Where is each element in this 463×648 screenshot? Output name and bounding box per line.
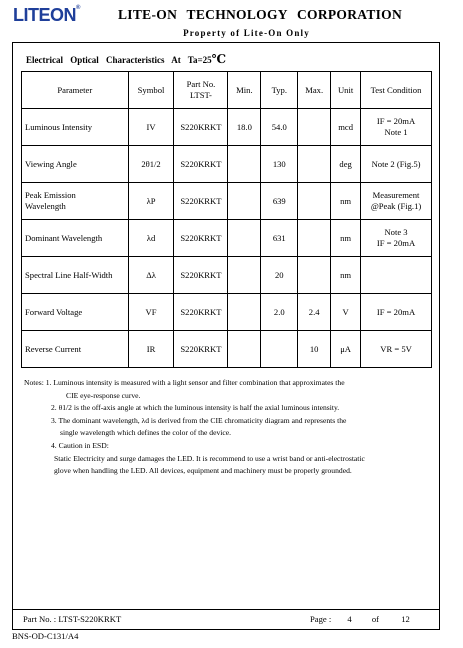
cell-unit: μA [331,331,361,368]
liteon-logo [13,5,80,26]
cell-test: Note 2 (Fig.5) [361,146,432,183]
cell-test: Note 3 IF = 20mA [361,220,432,257]
characteristics-table [21,71,432,368]
cell-min [228,331,261,368]
cell-test: Measurement @Peak (Fig.1) [361,183,432,220]
cell-max [298,109,331,146]
cell-symbol: λd [128,220,174,257]
cell-max [298,146,331,183]
table-header-row [22,72,432,109]
cell-unit: nm [331,220,361,257]
table-row [22,331,432,368]
table-row [22,294,432,331]
cell-symbol: λP [128,183,174,220]
cell-unit: mcd [331,109,361,146]
cell-typ: 54.0 [261,109,298,146]
cell-typ: 130 [261,146,298,183]
header-part-no-line2: LTST- [190,90,212,100]
cell-max [298,183,331,220]
note-line: single wavelength which defines the color of the device. [60,428,232,438]
cell-test: IF = 20mA Note 1 [361,109,432,146]
cell-symbol: IR [128,331,174,368]
cell-parameter: Dominant Wavelength [22,220,129,257]
cell-min [228,183,261,220]
cell-parameter: Reverse Current [22,331,129,368]
footer-part-number: Part No. : LTST-S220KRKT [23,614,122,624]
footer-divider [13,609,439,610]
header-min: Min. [228,72,261,109]
cell-test: IF = 20mA [361,294,432,331]
cell-max [298,257,331,294]
document-frame [12,42,440,630]
footer-page-info [310,614,410,624]
cell-parameter: Viewing Angle [22,146,129,183]
section-title-text: Electrical Optical Characteristics At Ta=25 [26,55,212,65]
header-parameter: Parameter [22,72,129,109]
table-row [22,146,432,183]
page-total: 12 [401,614,410,624]
page-label: Page : [310,614,332,624]
header-part-no [174,72,228,109]
cell-max: 2.4 [298,294,331,331]
header-symbol: Symbol [128,72,174,109]
cell-part: S220KRKT [174,257,228,294]
logo-text: LITEON [13,5,76,25]
cell-part: S220KRKT [174,183,228,220]
cell-min [228,294,261,331]
of-label: of [371,614,380,624]
cell-max [298,220,331,257]
cell-part: S220KRKT [174,146,228,183]
cell-part: S220KRKT [174,331,228,368]
cell-typ: 639 [261,183,298,220]
cell-parameter: Peak Emission Wavelength [22,183,129,220]
cell-symbol: 2θ1/2 [128,146,174,183]
document-code: BNS-OD-C131/A4 [12,631,79,641]
cell-max: 10 [298,331,331,368]
company-name: LITE-ON TECHNOLOGY CORPORATION [118,7,403,22]
cell-unit: nm [331,183,361,220]
cell-part: S220KRKT [174,109,228,146]
cell-symbol: IV [128,109,174,146]
header-typ: Typ. [261,72,298,109]
cell-part: S220KRKT [174,220,228,257]
cell-typ: 631 [261,220,298,257]
table-row [22,257,432,294]
cell-typ: 20 [261,257,298,294]
cell-symbol: VF [128,294,174,331]
table-row [22,183,432,220]
header-test-condition: Test Condition [361,72,432,109]
section-title [26,52,226,67]
property-notice: Property of Lite-On Only [183,28,310,38]
cell-min [228,257,261,294]
note-line: glove when handling the LED. All devices, equipment and machinery must be properly grounded. [54,466,352,476]
cell-min: 18.0 [228,109,261,146]
cell-test [361,257,432,294]
header-part-no-line1: Part No. [186,79,216,90]
cell-min [228,220,261,257]
table-row [22,220,432,257]
table-row [22,109,432,146]
cell-unit: deg [331,146,361,183]
note-line: Notes: 1. Luminous intensity is measured with a light sensor and filter combination that approximates the [24,378,345,387]
cell-min [228,146,261,183]
cell-typ: 2.0 [261,294,298,331]
page-number: 4 [347,614,352,624]
note-line: 2. θ1/2 is the off-axis angle at which the luminous intensity is half the axial luminous intensity. [51,403,340,413]
header-max: Max. [298,72,331,109]
registered-mark: ® [76,5,80,11]
note-line: 4. Caution in ESD: [51,440,109,450]
note-line: Static Electricity and surge damages the LED. It is recommend to use a wrist band or anti-electrostatic [54,453,365,463]
cell-symbol: Δλ [128,257,174,294]
cell-typ [261,331,298,368]
cell-part: S220KRKT [174,294,228,331]
note-line: 3. The dominant wavelength, λd is derived from the CIE chromaticity diagram and represents the [51,415,347,425]
cell-test: VR = 5V [361,331,432,368]
note-line: CIE eye-response curve. [66,390,141,400]
degree-symbol: ℃ [211,52,226,66]
cell-parameter: Spectral Line Half-Width [22,257,129,294]
notes-section [24,377,424,478]
cell-unit: V [331,294,361,331]
header-unit: Unit [331,72,361,109]
cell-unit: nm [331,257,361,294]
cell-parameter: Luminous Intensity [22,109,129,146]
cell-parameter: Forward Voltage [22,294,129,331]
